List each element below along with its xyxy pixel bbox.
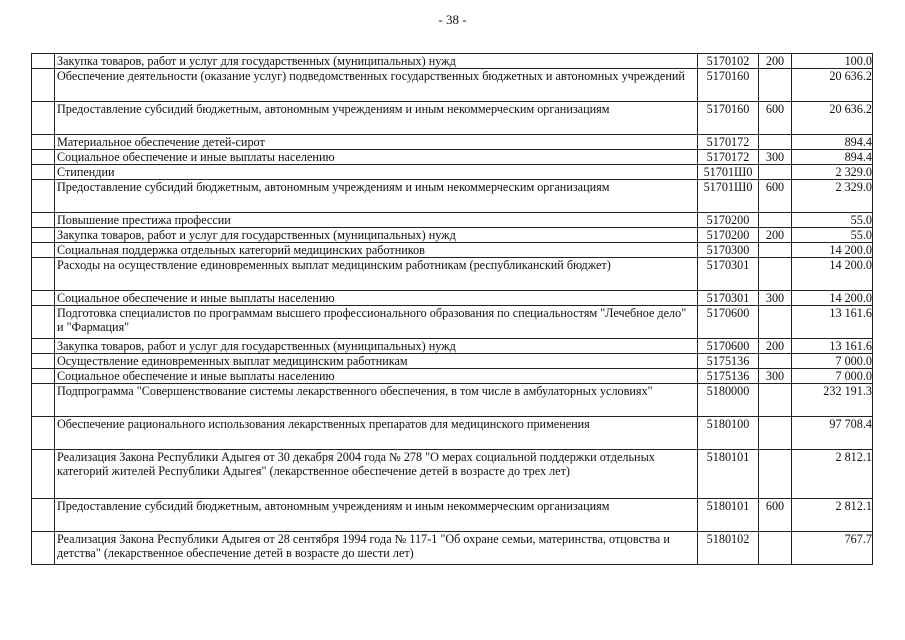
row-margin-cell <box>32 339 55 354</box>
row-code: 5180102 <box>698 532 759 565</box>
row-amount: 55.0 <box>792 213 873 228</box>
row-margin-cell <box>32 150 55 165</box>
row-amount: 97 708.4 <box>792 417 873 450</box>
row-margin-cell <box>32 450 55 499</box>
row-margin-cell <box>32 69 55 102</box>
row-name: Закупка товаров, работ и услуг для государственных (муниципальных) нужд <box>55 339 698 354</box>
table-row <box>32 532 873 565</box>
row-name: Социальное обеспечение и иные выплаты населению <box>55 369 698 384</box>
row-name: Обеспечение деятельности (оказание услуг) подведомственных государственных бюджетных и автономных учреждений <box>55 69 698 102</box>
table-row <box>32 354 873 369</box>
row-name: Подпрограмма "Совершенствование системы лекарственного обеспечения, в том числе в амбулаторных условиях" <box>55 384 698 417</box>
row-code: 5170600 <box>698 339 759 354</box>
row-amount: 20 636.2 <box>792 69 873 102</box>
row-margin-cell <box>32 102 55 135</box>
row-margin-cell <box>32 180 55 213</box>
row-margin-cell <box>32 291 55 306</box>
row-margin-cell <box>32 258 55 291</box>
row-expense-type <box>759 417 792 450</box>
row-amount: 20 636.2 <box>792 102 873 135</box>
row-code: 5170172 <box>698 150 759 165</box>
row-name: Предоставление субсидий бюджетным, автономным учреждениям и иным некоммерческим организациям <box>55 102 698 135</box>
table-row <box>32 417 873 450</box>
row-amount: 7 000.0 <box>792 369 873 384</box>
row-name: Материальное обеспечение детей-сирот <box>55 135 698 150</box>
row-amount: 100.0 <box>792 54 873 69</box>
table-row <box>32 499 873 532</box>
row-expense-type: 600 <box>759 102 792 135</box>
table-row <box>32 228 873 243</box>
row-code: 5170160 <box>698 102 759 135</box>
row-name: Реализация Закона Республики Адыгея от 28 сентября 1994 года № 117-1 "Об охране семьи, материнства, отцовства и детства" (лекарственное обеспечение детей в возрасте до шести лет) <box>55 532 698 565</box>
row-expense-type: 300 <box>759 369 792 384</box>
row-name: Социальная поддержка отдельных категорий медицинских работников <box>55 243 698 258</box>
row-amount: 894.4 <box>792 135 873 150</box>
row-code: 5180101 <box>698 450 759 499</box>
row-amount: 2 812.1 <box>792 499 873 532</box>
table-row <box>32 102 873 135</box>
table-row <box>32 339 873 354</box>
table-row <box>32 180 873 213</box>
row-margin-cell <box>32 228 55 243</box>
row-margin-cell <box>32 165 55 180</box>
row-code: 5170600 <box>698 306 759 339</box>
row-margin-cell <box>32 532 55 565</box>
row-expense-type <box>759 306 792 339</box>
row-name: Социальное обеспечение и иные выплаты населению <box>55 291 698 306</box>
row-name: Обеспечение рационального использования лекарственных препаратов для медицинского применения <box>55 417 698 450</box>
row-code: 5170200 <box>698 228 759 243</box>
row-code: 5170301 <box>698 291 759 306</box>
row-code: 5170301 <box>698 258 759 291</box>
table-row <box>32 243 873 258</box>
row-code: 51701Ш0 <box>698 165 759 180</box>
row-code: 5180101 <box>698 499 759 532</box>
row-amount: 7 000.0 <box>792 354 873 369</box>
budget-table <box>31 53 873 565</box>
row-margin-cell <box>32 213 55 228</box>
table-row <box>32 69 873 102</box>
row-name: Стипендии <box>55 165 698 180</box>
page-number: - 38 - <box>438 12 467 27</box>
row-code: 5170300 <box>698 243 759 258</box>
row-expense-type: 600 <box>759 180 792 213</box>
row-margin-cell <box>32 306 55 339</box>
row-amount: 767.7 <box>792 532 873 565</box>
table-row <box>32 54 873 69</box>
row-margin-cell <box>32 417 55 450</box>
table-row <box>32 306 873 339</box>
row-margin-cell <box>32 354 55 369</box>
row-code: 51701Ш0 <box>698 180 759 213</box>
row-expense-type: 300 <box>759 150 792 165</box>
row-name: Закупка товаров, работ и услуг для государственных (муниципальных) нужд <box>55 54 698 69</box>
row-name: Расходы на осуществление единовременных выплат медицинским работникам (республиканский бюджет) <box>55 258 698 291</box>
row-margin-cell <box>32 384 55 417</box>
row-code: 5175136 <box>698 354 759 369</box>
row-code: 5170200 <box>698 213 759 228</box>
row-amount: 13 161.6 <box>792 339 873 354</box>
row-margin-cell <box>32 369 55 384</box>
table-row <box>32 213 873 228</box>
row-code: 5170160 <box>698 69 759 102</box>
row-expense-type <box>759 384 792 417</box>
row-margin-cell <box>32 135 55 150</box>
row-expense-type <box>759 213 792 228</box>
row-code: 5175136 <box>698 369 759 384</box>
row-expense-type <box>759 165 792 180</box>
row-amount: 2 329.0 <box>792 165 873 180</box>
table-row <box>32 384 873 417</box>
row-name: Осуществление единовременных выплат медицинским работникам <box>55 354 698 369</box>
row-name: Подготовка специалистов по программам высшего профессионального образования по специальностям "Лечебное дело" и "Фармация" <box>55 306 698 339</box>
row-expense-type <box>759 450 792 499</box>
row-expense-type: 300 <box>759 291 792 306</box>
row-expense-type <box>759 258 792 291</box>
row-expense-type: 200 <box>759 54 792 69</box>
row-name: Предоставление субсидий бюджетным, автономным учреждениям и иным некоммерческим организациям <box>55 180 698 213</box>
row-amount: 2 329.0 <box>792 180 873 213</box>
row-expense-type <box>759 532 792 565</box>
row-margin-cell <box>32 54 55 69</box>
table-row <box>32 450 873 499</box>
row-code: 5180000 <box>698 384 759 417</box>
table-row <box>32 291 873 306</box>
row-code: 5180100 <box>698 417 759 450</box>
row-amount: 2 812.1 <box>792 450 873 499</box>
table-row <box>32 369 873 384</box>
table-row <box>32 135 873 150</box>
table-row <box>32 150 873 165</box>
row-expense-type: 200 <box>759 339 792 354</box>
row-name: Закупка товаров, работ и услуг для государственных (муниципальных) нужд <box>55 228 698 243</box>
table-row <box>32 165 873 180</box>
row-amount: 55.0 <box>792 228 873 243</box>
row-amount: 14 200.0 <box>792 243 873 258</box>
row-code: 5170102 <box>698 54 759 69</box>
row-expense-type <box>759 354 792 369</box>
row-name: Предоставление субсидий бюджетным, автономным учреждениям и иным некоммерческим организациям <box>55 499 698 532</box>
row-expense-type <box>759 135 792 150</box>
table-row <box>32 258 873 291</box>
row-amount: 14 200.0 <box>792 291 873 306</box>
row-expense-type: 200 <box>759 228 792 243</box>
row-amount: 894.4 <box>792 150 873 165</box>
row-margin-cell <box>32 243 55 258</box>
row-expense-type <box>759 69 792 102</box>
row-expense-type: 600 <box>759 499 792 532</box>
row-expense-type <box>759 243 792 258</box>
row-name: Повышение престижа профессии <box>55 213 698 228</box>
row-amount: 232 191.3 <box>792 384 873 417</box>
row-name: Реализация Закона Республики Адыгея от 30 декабря 2004 года № 278 "О мерах социальной поддержки отдельных категорий жителей Республики Адыгея" (лекарственное обеспечение детей в возрасте до трех лет) <box>55 450 698 499</box>
row-name: Социальное обеспечение и иные выплаты населению <box>55 150 698 165</box>
row-code: 5170172 <box>698 135 759 150</box>
row-amount: 13 161.6 <box>792 306 873 339</box>
row-amount: 14 200.0 <box>792 258 873 291</box>
row-margin-cell <box>32 499 55 532</box>
